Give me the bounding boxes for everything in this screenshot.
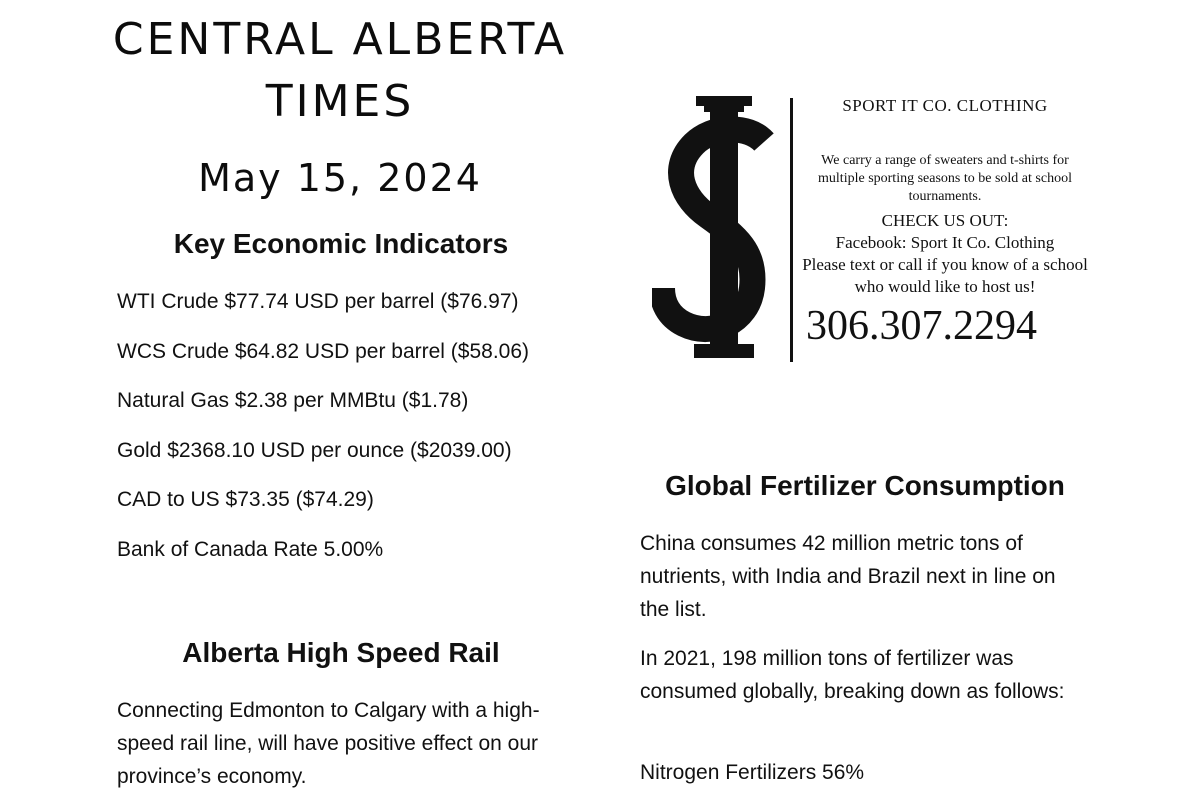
newspaper-title-line2: TIMES — [265, 76, 415, 127]
indicator-bank-rate: Bank of Canada Rate 5.00% — [117, 537, 384, 561]
key-indicators-heading: Key Economic Indicators — [173, 228, 509, 259]
sport-it-advertisement — [652, 92, 1092, 364]
ad-description: We carry a range of sweaters and t-shirts for multiple sporting seasons to be sold at school tournaments. — [818, 153, 1072, 204]
indicator-wti-crude: WTI Crude $77.74 USD per barrel ($76.97) — [117, 290, 519, 313]
indicator-wcs-crude: WCS Crude $64.82 USD per barrel ($58.06) — [117, 339, 530, 363]
newspaper-title-line1: CENTRAL ALBERTA — [112, 14, 568, 65]
ad-divider — [790, 98, 793, 362]
sport-it-logo — [652, 92, 782, 362]
ad-company-name: SPORT IT CO. CLOTHING — [842, 96, 1048, 115]
ad-request: Please text or call if you know of a school who would like to host us! — [802, 255, 1088, 296]
fertilizer-breakdown-nitrogen: Nitrogen Fertilizers 56% — [640, 761, 865, 784]
indicator-cad-to-us: CAD to US $73.35 ($74.29) — [117, 488, 374, 511]
ad-phone-number: 306.307.2294 — [806, 303, 1037, 349]
indicator-gold: Gold $2368.10 USD per ounce ($2039.00) — [117, 438, 512, 462]
ad-call-to-action: CHECK US OUT: — [881, 211, 1009, 230]
indicator-natural-gas: Natural Gas $2.38 per MMBtu ($1.78) — [117, 389, 469, 412]
fertilizer-paragraph-2: In 2021, 198 million tons of fertilizer was consumed globally, breaking down as follows: — [640, 647, 1065, 703]
fertilizer-paragraph-1: China consumes 42 million metric tons of nutrients, with India and Brazil next in line on the list. — [640, 532, 1056, 621]
indicators-list — [117, 287, 529, 584]
fertilizer-heading: Global Fertilizer Consumption — [665, 470, 1065, 501]
ad-facebook: Facebook: Sport It Co. Clothing — [835, 233, 1055, 252]
rail-paragraph: Connecting Edmonton to Calgary with a high-speed rail line, will have positive effect on our province’s economy. — [117, 699, 540, 788]
rail-heading: Alberta High Speed Rail — [182, 637, 500, 668]
issue-date: May 15, 2024 — [198, 156, 482, 200]
ad-text-block — [798, 96, 1092, 350]
